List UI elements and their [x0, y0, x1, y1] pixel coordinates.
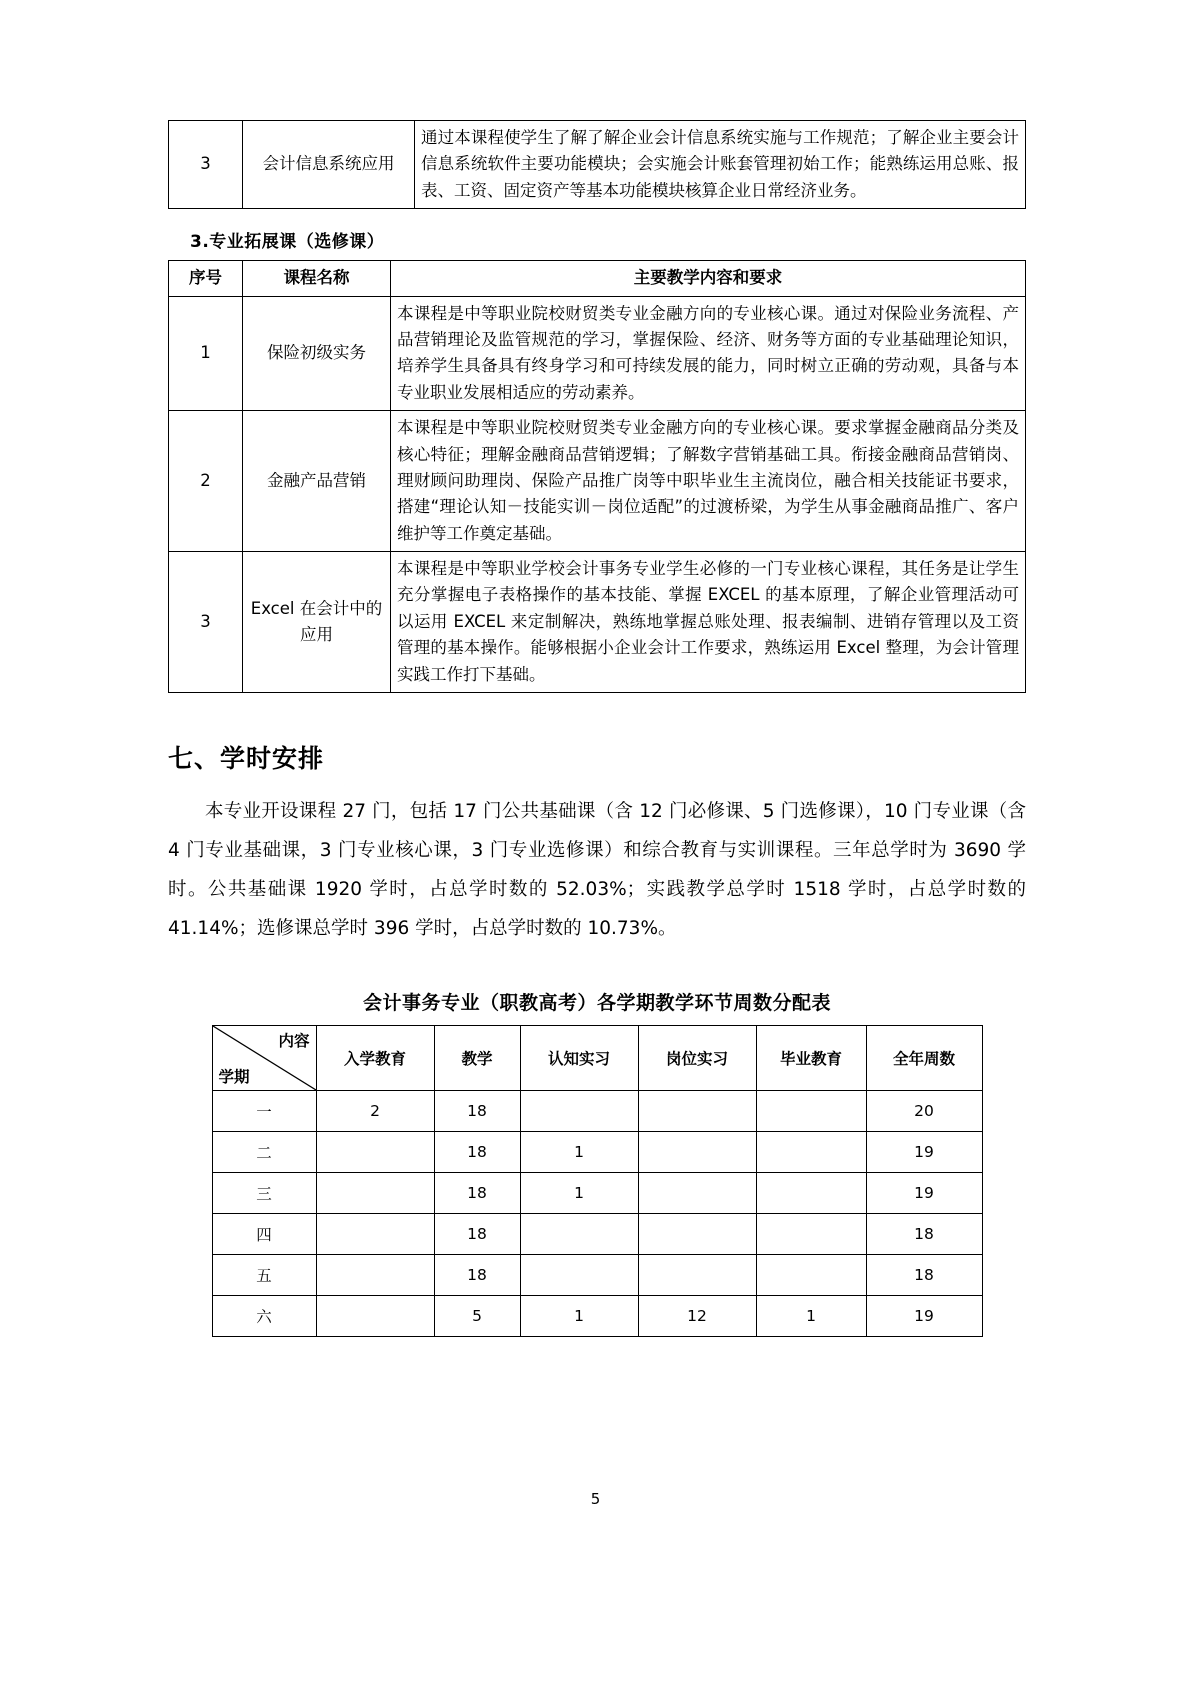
- cell-entrance-education: [316, 1255, 434, 1296]
- header-total-weeks: 全年周数: [866, 1026, 982, 1091]
- cell-teaching: 18: [434, 1091, 520, 1132]
- course-name: 会计信息系统应用: [243, 121, 415, 209]
- header-course: 课程名称: [243, 261, 391, 296]
- table-header-row: [212, 1026, 982, 1091]
- week-distribution-table: [212, 1025, 983, 1337]
- table-row: [212, 1173, 982, 1214]
- cell-teaching: 5: [434, 1296, 520, 1337]
- table-row: [212, 1132, 982, 1173]
- expand-course-table: [168, 260, 1026, 693]
- header-post-practice: 岗位实习: [638, 1026, 756, 1091]
- cell-teaching: 18: [434, 1173, 520, 1214]
- cell-teaching: 18: [434, 1255, 520, 1296]
- table-row: [169, 552, 1026, 693]
- corner-label-content: 内容: [278, 1032, 310, 1051]
- table-row: [212, 1091, 982, 1132]
- table-row: [212, 1214, 982, 1255]
- cell-entrance-education: [316, 1296, 434, 1337]
- course-name: 保险初级实务: [243, 296, 391, 411]
- cell-post-practice: [638, 1214, 756, 1255]
- row-index: 1: [169, 296, 243, 411]
- week-table-title: 会计事务专业（职教高考）各学期教学环节周数分配表: [362, 992, 831, 1015]
- corner-label-term: 学期: [218, 1068, 250, 1087]
- cell-entrance-education: [316, 1173, 434, 1214]
- cell-teaching: 18: [434, 1214, 520, 1255]
- term-label: 一: [212, 1091, 316, 1132]
- cell-total-weeks: 18: [866, 1214, 982, 1255]
- cell-cognitive-practice: 1: [520, 1173, 638, 1214]
- cell-cognitive-practice: [520, 1091, 638, 1132]
- cell-entrance-education: [316, 1214, 434, 1255]
- term-label: 三: [212, 1173, 316, 1214]
- cell-entrance-education: [316, 1132, 434, 1173]
- page-content: [168, 120, 1026, 1337]
- row-index: 3: [169, 121, 243, 209]
- course-content: 本课程是中等职业院校财贸类专业金融方向的专业核心课。要求掌握金融商品分类及核心特征；理解金融商品营销逻辑；了解数字营销基础工具。衔接金融商品营销岗、理财顾问助理岗、保险产品推广岗等中职毕业生主流岗位，融合相关技能证书要求，搭建“理论认知－技能实训－岗位适配”的过渡桥梁，为学生从事金融商品推广、客户维护等工作奠定基础。: [391, 411, 1026, 552]
- table-row: [169, 121, 1026, 209]
- cell-total-weeks: 19: [866, 1173, 982, 1214]
- table-header-row: [169, 261, 1026, 296]
- cell-post-practice: [638, 1091, 756, 1132]
- cell-graduation-education: 1: [756, 1296, 866, 1337]
- section-label-expand: 3.专业拓展课（选修课）: [190, 232, 385, 253]
- cell-cognitive-practice: [520, 1214, 638, 1255]
- core-course-table-continued: [168, 120, 1026, 209]
- course-content: 本课程是中等职业学校会计事务专业学生必修的一门专业核心课程，其任务是让学生充分掌握电子表格操作的基本技能、掌握 EXCEL 的基本原理，了解企业管理活动可以运用 EXCEL 来定制解决，熟练地掌握总账处理、报表编制、进销存管理以及工资管理的基本操作。能够根据小企业会计工作要求，熟练运用 Excel 整理，为会计管理实践工作打下基础。: [391, 552, 1026, 693]
- cell-cognitive-practice: [520, 1255, 638, 1296]
- section-heading-hours: 七、学时安排: [168, 744, 325, 774]
- term-label: 五: [212, 1255, 316, 1296]
- cell-post-practice: [638, 1255, 756, 1296]
- cell-cognitive-practice: 1: [520, 1132, 638, 1173]
- page-number: 5: [590, 1490, 601, 1508]
- row-index: 3: [169, 552, 243, 693]
- course-name: Excel 在会计中的应用: [243, 552, 391, 693]
- term-label: 四: [212, 1214, 316, 1255]
- course-content: 通过本课程使学生了解了解企业会计信息系统实施与工作规范；了解企业主要会计信息系统软件主要功能模块；会实施会计账套管理初始工作；能熟练运用总账、报表、工资、固定资产等基本功能模块核算企业日常经济业务。: [415, 121, 1026, 209]
- header-content: 主要教学内容和要求: [391, 261, 1026, 296]
- cell-teaching: 18: [434, 1132, 520, 1173]
- cell-post-practice: [638, 1132, 756, 1173]
- cell-total-weeks: 19: [866, 1296, 982, 1337]
- corner-header-cell: [212, 1026, 316, 1091]
- cell-cognitive-practice: 1: [520, 1296, 638, 1337]
- cell-graduation-education: [756, 1173, 866, 1214]
- cell-post-practice: 12: [638, 1296, 756, 1337]
- cell-graduation-education: [756, 1214, 866, 1255]
- header-no: 序号: [169, 261, 243, 296]
- cell-post-practice: [638, 1173, 756, 1214]
- cell-total-weeks: 18: [866, 1255, 982, 1296]
- hours-paragraph: 本专业开设课程 27 门，包括 17 门公共基础课（含 12 门必修课、5 门选修课），10 门专业课（含 4 门专业基础课，3 门专业核心课，3 门专业选修课）和综合教育与实训课程。三年总学时为 3690 学时。公共基础课 1920 学时，占总学时数的 52.03%；实践教学总学时 1518 学时，占总学时数的 41.14%；选修课总学时 396 学时，占总学时数的 10.73%。: [168, 801, 1026, 939]
- header-cognitive-practice: 认知实习: [520, 1026, 638, 1091]
- term-label: 二: [212, 1132, 316, 1173]
- header-teaching: 教学: [434, 1026, 520, 1091]
- term-label: 六: [212, 1296, 316, 1337]
- header-graduation-education: 毕业教育: [756, 1026, 866, 1091]
- course-name: 金融产品营销: [243, 411, 391, 552]
- row-index: 2: [169, 411, 243, 552]
- cell-graduation-education: [756, 1091, 866, 1132]
- cell-total-weeks: 20: [866, 1091, 982, 1132]
- table-row: [212, 1255, 982, 1296]
- cell-total-weeks: 19: [866, 1132, 982, 1173]
- cell-entrance-education: 2: [316, 1091, 434, 1132]
- table-row: [169, 296, 1026, 411]
- course-content: 本课程是中等职业院校财贸类专业金融方向的专业核心课。通过对保险业务流程、产品营销理论及监管规范的学习，掌握保险、经济、财务等方面的专业基础理论知识，培养学生具备具有终身学习和可持续发展的能力，同时树立正确的劳动观，具备与本专业职业发展相适应的劳动素养。: [391, 296, 1026, 411]
- table-row: [212, 1296, 982, 1337]
- table-row: [169, 411, 1026, 552]
- cell-graduation-education: [756, 1132, 866, 1173]
- header-entrance-education: 入学教育: [316, 1026, 434, 1091]
- cell-graduation-education: [756, 1255, 866, 1296]
